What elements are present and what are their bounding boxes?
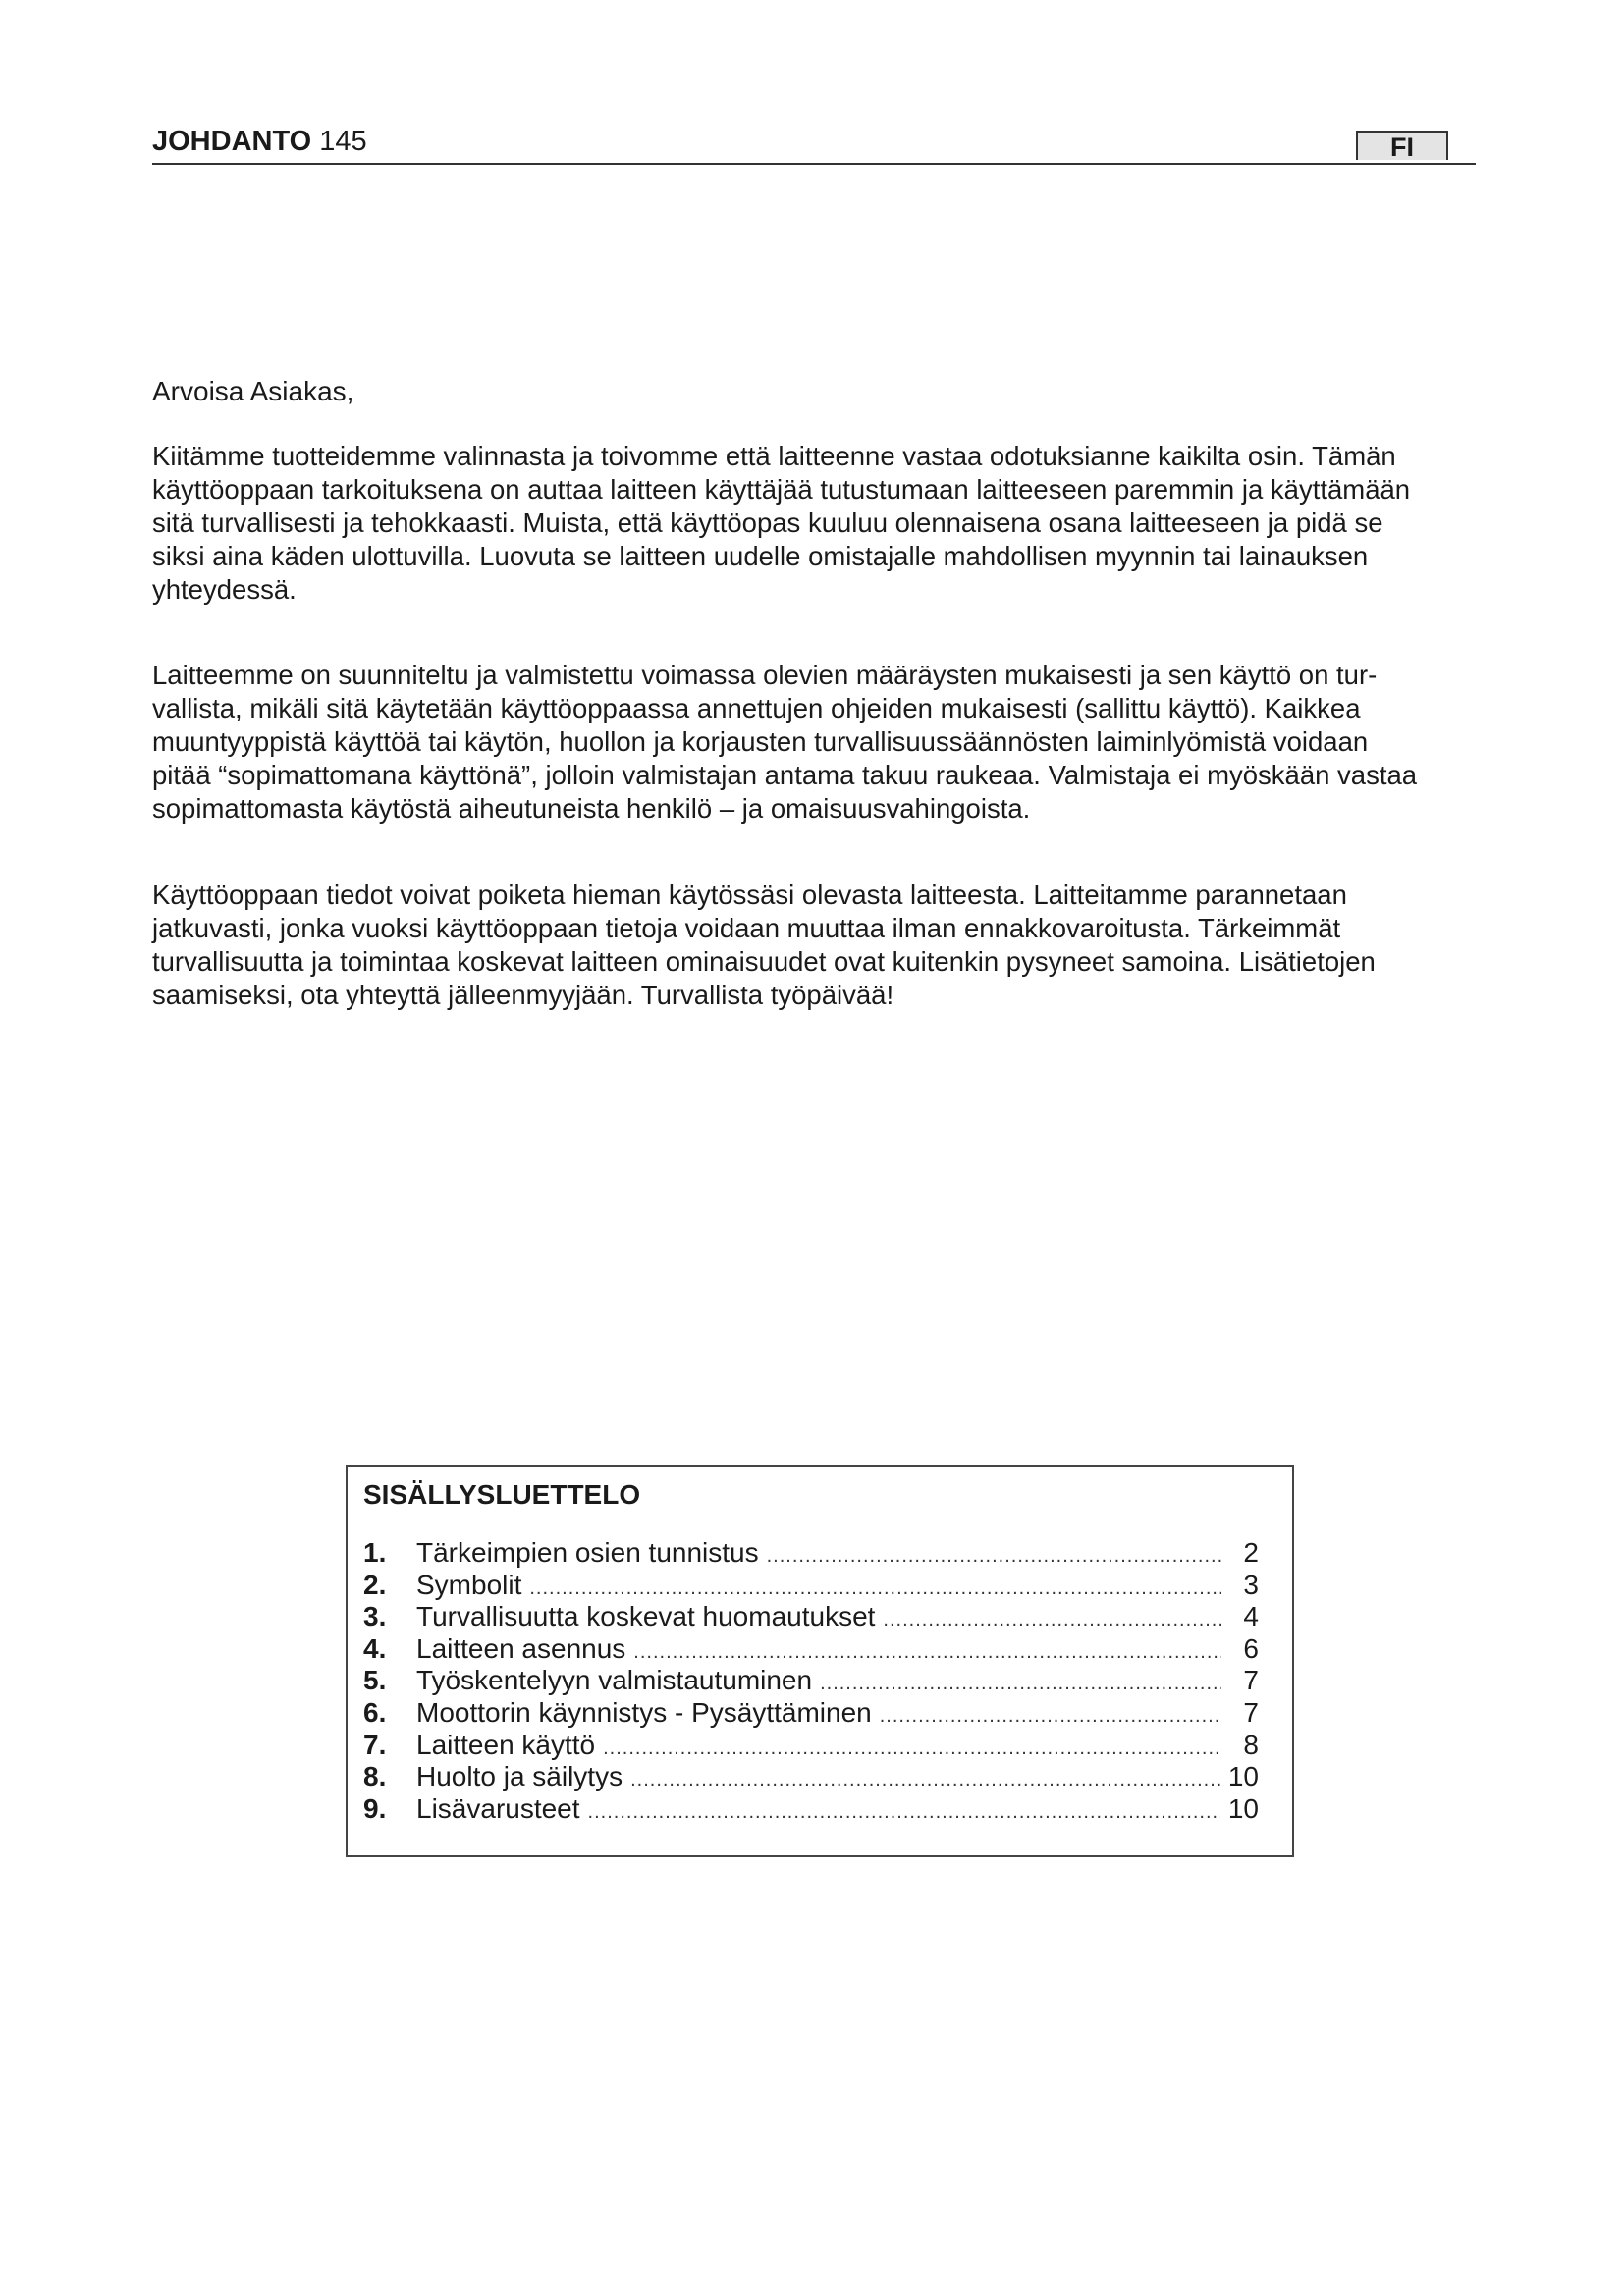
toc-item-number: 1. [363,1537,387,1568]
toc-item-number: 8. [363,1761,387,1792]
header-page-number: 145 [319,126,367,157]
language-badge: FI [1356,131,1448,160]
greeting: Arvoisa Asiakas, [152,376,354,406]
toc-item [363,1665,1259,1697]
toc-item-label: Turvallisuutta koskevat huomautukset [416,1601,876,1632]
toc-item-number: 4. [363,1632,387,1664]
toc-item-page: 7 [1243,1665,1259,1696]
toc-leader-dots [603,1733,1221,1764]
toc-item-page: 4 [1243,1601,1259,1632]
toc-item-number: 3. [363,1601,387,1632]
paragraph-intro: Kiitämme tuotteidemme valinnasta ja toivomme että laitteenne vastaa odotuksianne kaikilta osin. Tämän käyttöoppaan tarkoituksena on auttaa laitteen käyttäjää tutustumaan laitteeseen paremmin ja käyttämään sitä turvallisesti ja tehokkaasti. Muista, että käyttöopas kuuluu olennaisena osana laitteeseen ja pidä se siksi aina käden ulottuvilla. Luovuta se laitteen uudelle omistajalle mahdollisen myynnin tai lainauksen yhteydessä. [152,441,1411,605]
toc-item-number: 2. [363,1569,387,1600]
paragraph-notice: Käyttöoppaan tiedot voivat poiketa hieman käytössäsi olevasta laitteesta. Laitteitamme parannetaan jatkuvasti, jonka vuoksi käyttöoppaan tietoja voidaan muuttaa ilman ennakkovaroitusta. Tärkeimmät turvallisuutta ja toimintaa koskevat laitteen ominaisuudet ovat kuitenkin pysyneet samoina. Lisätietojen saamiseksi, ota yhteyttä jälleenmyyjään. Turvallista työpäivää! [152,880,1376,1010]
toc-title: SISÄLLYSLUETTELO [363,1479,641,1510]
toc-leader-dots [633,1636,1221,1668]
toc-item-page: 2 [1243,1537,1259,1568]
toc-item [363,1730,1259,1762]
toc-item-number: 7. [363,1729,387,1760]
toc-leader-dots [820,1668,1221,1699]
toc-item-label: Moottorin käynnistys - Pysäyttäminen [416,1696,872,1728]
toc-item-label: Lisävarusteet [416,1792,580,1824]
toc-item-label: Tärkeimpien osien tunnistus [416,1537,759,1568]
toc-leader-dots [880,1700,1221,1732]
toc-item [363,1633,1259,1666]
toc-list [363,1537,1259,1825]
toc-item [363,1793,1259,1826]
toc-leader-dots [767,1540,1221,1572]
toc-item-number: 5. [363,1665,387,1696]
toc-item-number: 9. [363,1792,387,1824]
toc-item-label: Symbolit [416,1569,522,1600]
toc-item-page: 10 [1227,1792,1259,1824]
toc-item-page: 10 [1227,1761,1259,1792]
toc-item [363,1570,1259,1602]
toc-item-page: 8 [1243,1729,1259,1760]
toc-item-label: Työskentelyyn valmistautuminen [416,1665,813,1696]
toc-leader-dots [630,1764,1220,1795]
toc-item [363,1761,1259,1793]
toc-item [363,1537,1259,1570]
table-of-contents [346,1465,1294,1857]
toc-item [363,1601,1259,1633]
paragraph-usage: Laitteemme on suunniteltu ja valmistettu voimassa olevien määräysten mukaisesti ja sen käyttö on tur- vallista, mikäli sitä käytetään käyttöoppaassa annettujen ohjeiden mukaisesti (sallittu käyttö). Kaikkea muuntyyppistä käyttöä tai käytön, huollon ja korjausten turvallisuussäännösten laiminlyömistä voidaan pitää “sopimattomana käyttönä”, jolloin valmistajan antama takuu raukeaa. Valmistaja ei myöskään vastaa sopimattomasta käytöstä aiheutuneista henkilö – ja omaisuusvahingoista. [152,660,1418,824]
toc-item-page: 3 [1243,1569,1259,1600]
toc-item-number: 6. [363,1696,387,1728]
toc-item-label: Laitteen asennus [416,1632,626,1664]
toc-item [363,1697,1259,1730]
toc-item-page: 7 [1243,1696,1259,1728]
toc-leader-dots [883,1604,1221,1635]
toc-item-label: Huolto ja säilytys [416,1761,623,1792]
header-section: JOHDANTO [152,126,312,157]
toc-leader-dots [588,1796,1220,1828]
toc-leader-dots [529,1573,1221,1604]
page-header [152,126,1476,165]
header-title [152,126,367,157]
toc-item-page: 6 [1243,1632,1259,1664]
toc-item-label: Laitteen käyttö [416,1729,596,1760]
